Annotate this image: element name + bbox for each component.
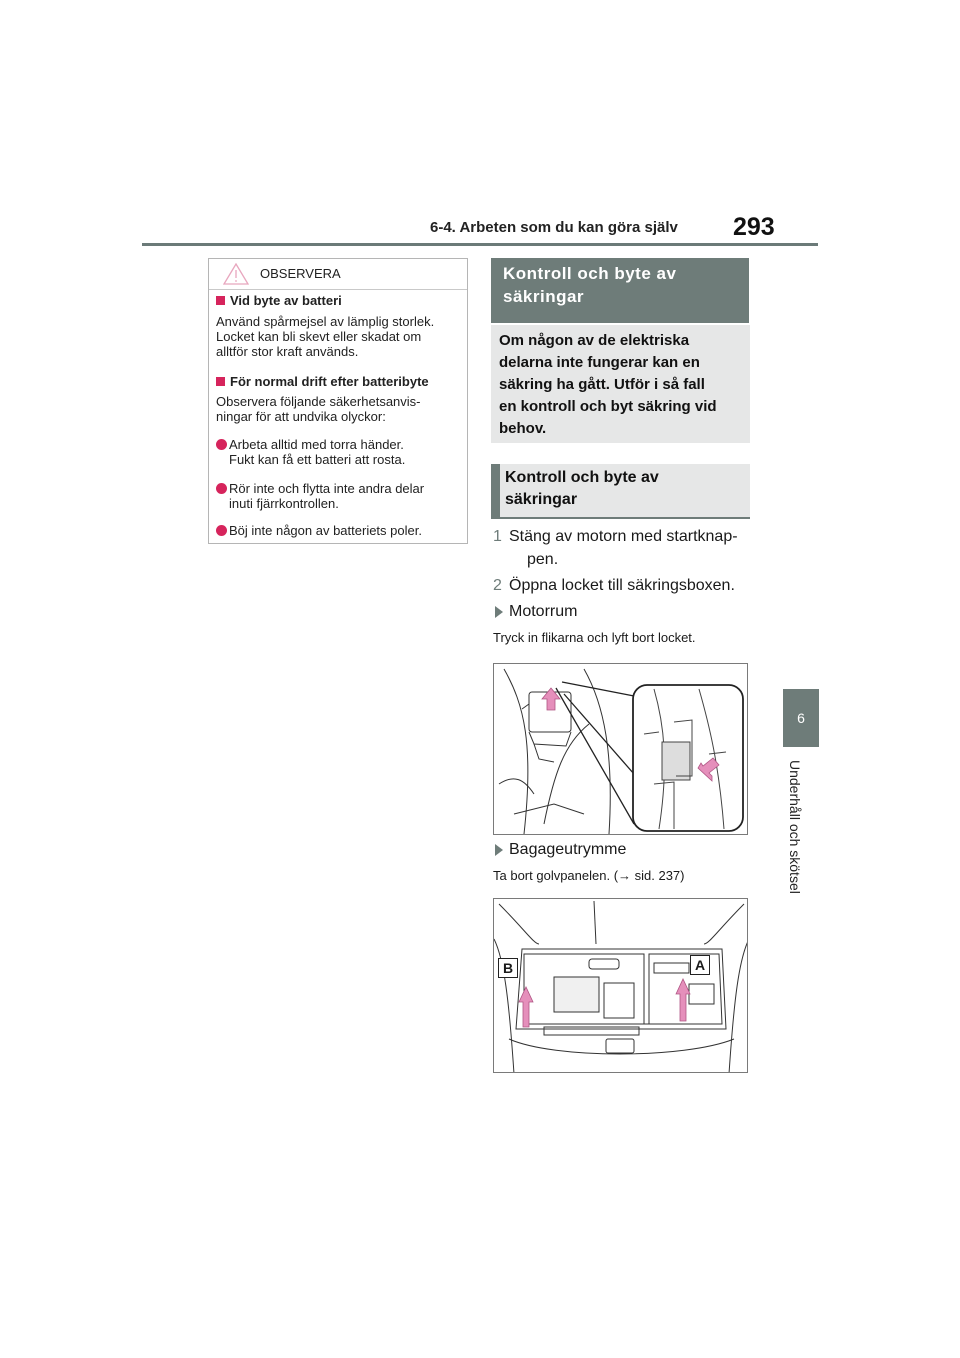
triangle-bullet-icon — [495, 844, 503, 856]
subsection-heading-line: säkringar — [505, 491, 578, 508]
intro-line: säkring ha gått. Utför i så fall — [499, 376, 705, 393]
square-bullet-icon — [216, 377, 225, 386]
section-heading-line: säkringar — [503, 287, 585, 306]
notice-subheading-battery: Vid byte av batteri — [216, 293, 342, 308]
notice-subheading-drift: För normal drift efter batteribyte — [216, 374, 429, 389]
engine-note: Tryck in flikarna och lyft bort locket. — [493, 630, 696, 645]
notice-box — [208, 258, 468, 544]
notice-text-line: ningar för att undvika olyckor: — [216, 409, 386, 424]
square-bullet-icon — [216, 296, 225, 305]
engine-fusebox-illustration — [493, 663, 748, 835]
notice-bullet-line: Böj inte någon av batteriets poler. — [229, 523, 422, 538]
intro-line: behov. — [499, 420, 547, 437]
notice-text-line: Använd spårmejsel av lämplig storlek. — [216, 314, 435, 329]
subsection-accent-bar — [491, 464, 500, 517]
notice-bullet-line: inuti fjärrkontrollen. — [229, 496, 339, 511]
step-number: 1 — [493, 528, 502, 545]
label-b: B — [498, 958, 518, 978]
subsection-heading — [491, 464, 750, 519]
triangle-bullet-icon — [495, 606, 503, 618]
page-number: 293 — [733, 213, 775, 241]
chapter-label: Underhåll och skötsel — [787, 760, 803, 894]
step-text-line: Stäng av motorn med startknap- — [509, 528, 738, 545]
round-bullet-icon — [216, 525, 227, 536]
trunk-fusebox-drawing — [494, 899, 748, 1073]
step-text-line: Öppna locket till säkringsboxen. — [509, 577, 735, 594]
chapter-number: 6 — [797, 710, 805, 726]
notice-text-line: Locket kan bli skevt eller skadat om — [216, 329, 422, 344]
arrow-a-icon — [676, 979, 690, 1021]
section-header-title: 6-4. Arbeten som du kan göra själv — [430, 219, 678, 236]
intro-line: Om någon av de elektriska — [499, 332, 690, 349]
intro-line: delarna inte fungerar kan en — [499, 354, 700, 371]
engine-heading: Motorrum — [509, 603, 578, 620]
label-a: A — [690, 955, 710, 975]
section-heading-line: Kontroll och byte av — [503, 264, 677, 283]
notice-header — [209, 259, 467, 290]
notice-text-line: alltför stor kraft används. — [216, 344, 359, 359]
section-heading — [491, 258, 749, 323]
step-text-line: pen. — [527, 551, 559, 568]
intro-panel — [491, 325, 750, 443]
notice-bullet-line: Fukt kan få ett batteri att rosta. — [229, 452, 406, 467]
header-divider — [142, 243, 818, 246]
arrow-b-icon — [519, 987, 533, 1027]
engine-fusebox-drawing — [494, 664, 748, 835]
step-number: 2 — [493, 577, 502, 594]
trunk-heading: Bagageutrymme — [509, 841, 627, 858]
notice-text-line: Observera följande säkerhetsanvis- — [216, 394, 421, 409]
warning-icon — [223, 263, 249, 285]
trunk-note: Ta bort golvpanelen. (→ sid. 237) — [493, 868, 685, 883]
chapter-tab[interactable] — [783, 689, 819, 747]
notice-bullet-line: Rör inte och flytta inte andra delar — [229, 481, 425, 496]
notice-bullet-line: Arbeta alltid med torra händer. — [229, 437, 404, 452]
notice-title: OBSERVERA — [260, 266, 341, 281]
round-bullet-icon — [216, 439, 227, 450]
trunk-fusebox-illustration — [493, 898, 748, 1073]
intro-line: en kontroll och byt säkring vid — [499, 398, 717, 415]
subsection-heading-line: Kontroll och byte av — [505, 469, 659, 486]
round-bullet-icon — [216, 483, 227, 494]
